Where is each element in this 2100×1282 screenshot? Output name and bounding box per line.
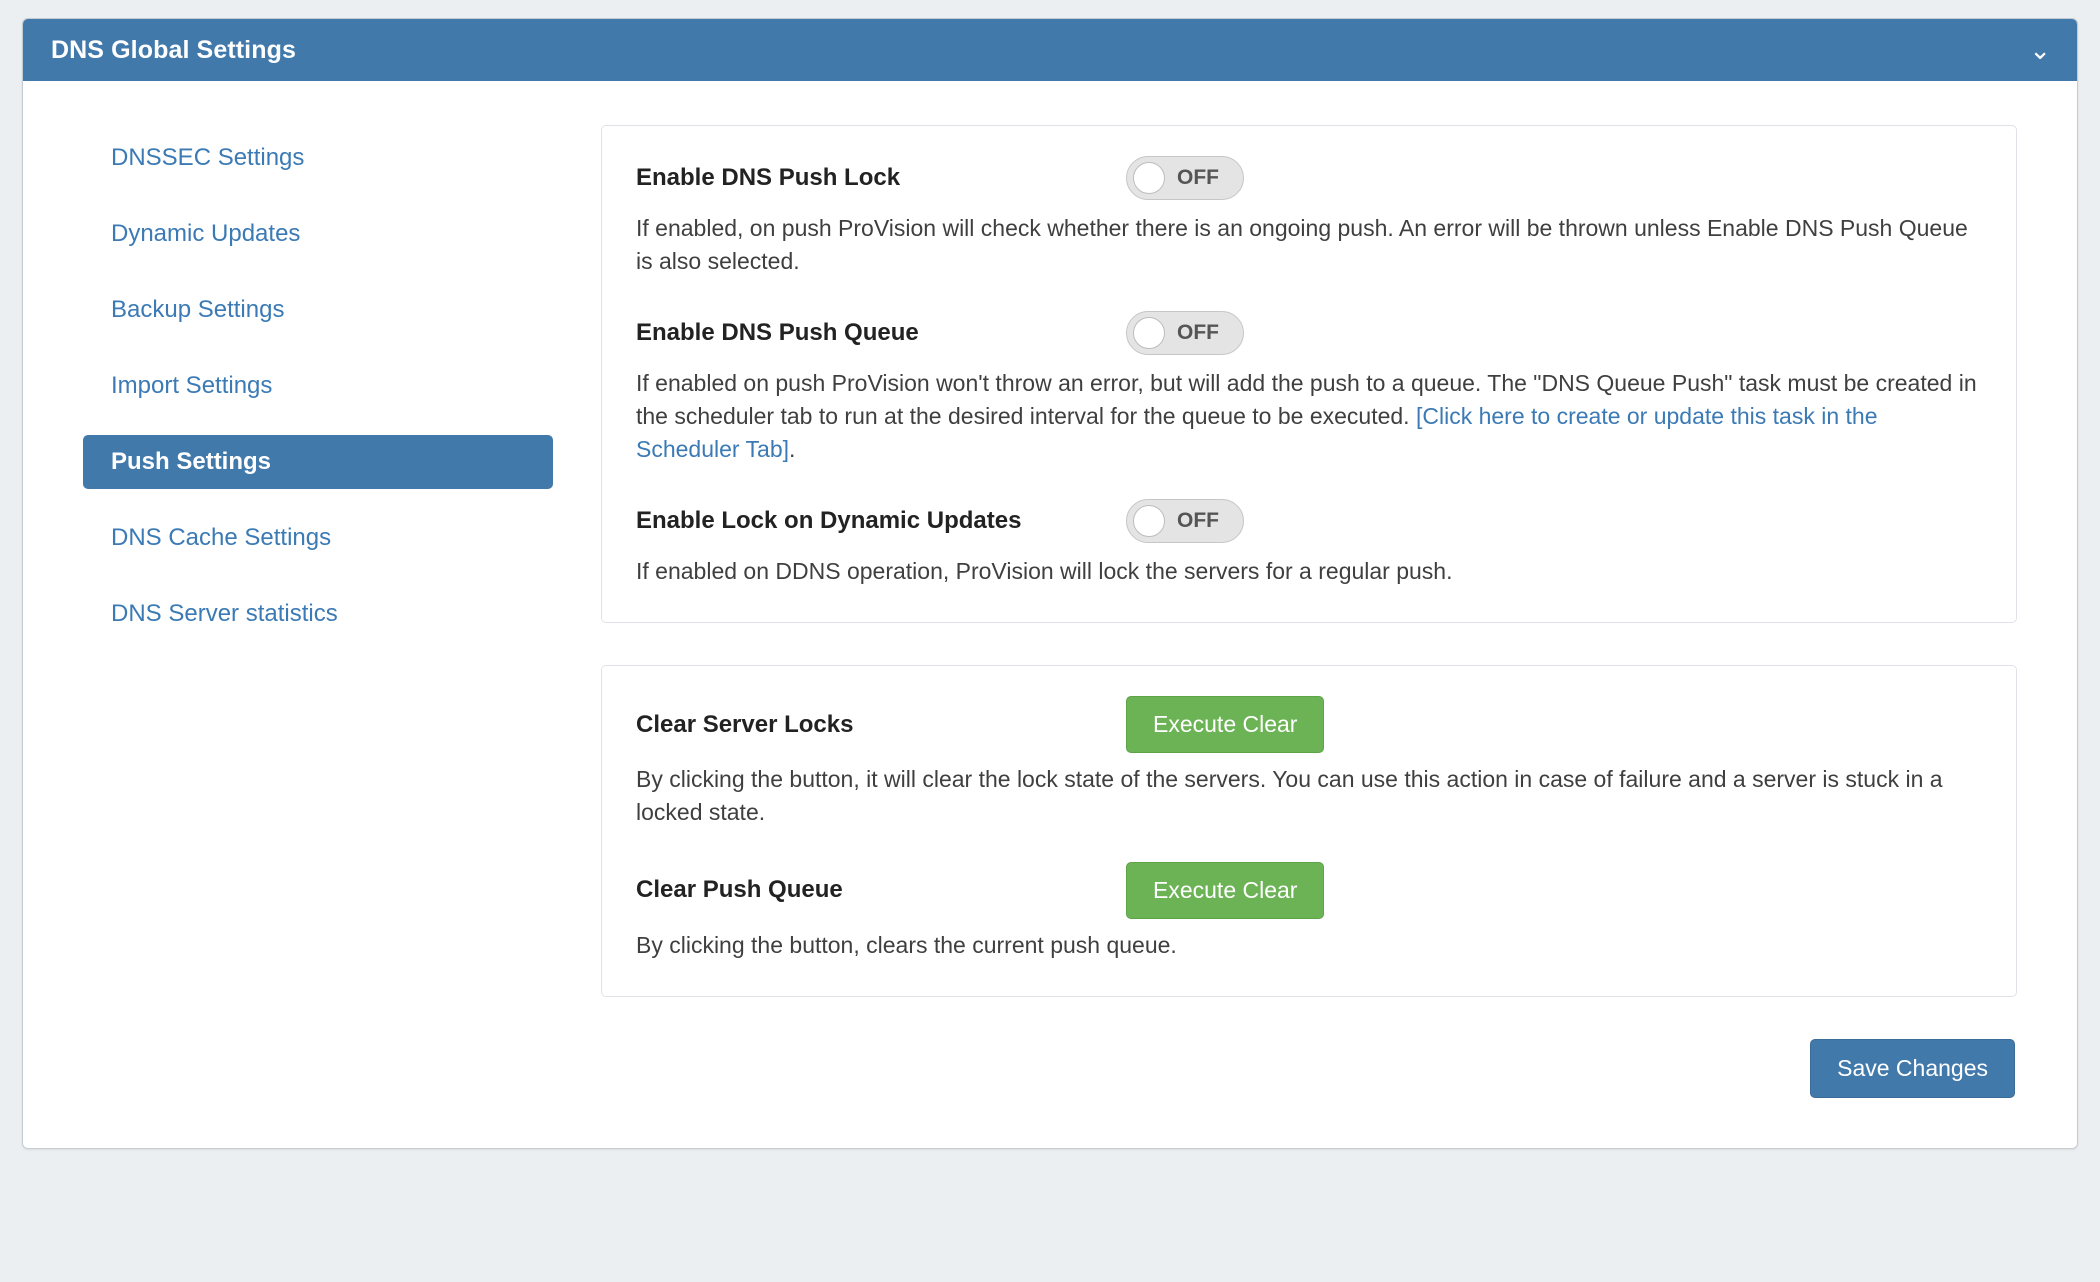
row-clear-push-queue xyxy=(636,862,1982,919)
save-changes-button[interactable]: Save Changes xyxy=(1810,1039,2015,1098)
sidebar-item-dnssec-settings[interactable]: DNSSEC Settings xyxy=(111,144,305,171)
toggle-state-enable-dns-push-lock: OFF xyxy=(1177,166,1219,189)
form-footer xyxy=(601,1039,2017,1098)
toggle-enable-dns-push-queue[interactable] xyxy=(1126,311,1244,355)
chevron-down-icon[interactable]: ⌄ xyxy=(2029,35,2051,65)
sidebar-item-dns-server-statistics[interactable]: DNS Server statistics xyxy=(111,600,338,627)
desc-clear-push-queue: By clicking the button, clears the current push queue. xyxy=(636,931,1177,958)
execute-clear-push-queue-button[interactable]: Execute Clear xyxy=(1126,862,1324,919)
desc-enable-dns-push-lock: If enabled, on push ProVision will check whether there is an ongoing push. An error will be thrown unless Enable DNS Push Queue is also selected. xyxy=(636,215,1968,275)
toggle-state-enable-dns-push-queue: OFF xyxy=(1177,320,1219,344)
row-enable-dns-push-lock xyxy=(636,156,1982,200)
scheduler-tab-link[interactable]: [Click here to create or update this task in the Scheduler Tab] xyxy=(636,403,1878,463)
sidebar-item-dynamic-updates[interactable]: Dynamic Updates xyxy=(111,220,301,247)
row-clear-server-locks xyxy=(636,696,1982,753)
row-enable-lock-on-dynamic-updates xyxy=(636,499,1982,543)
label-clear-push-queue: Clear Push Queue xyxy=(636,876,843,904)
clear-actions-card xyxy=(601,665,2017,997)
row-enable-dns-push-queue xyxy=(636,311,1982,355)
desc-enable-lock-on-dynamic-updates: If enabled on DDNS operation, ProVision will lock the servers for a regular push. xyxy=(636,557,1453,584)
toggle-knob-icon xyxy=(1133,162,1165,194)
label-clear-server-locks: Clear Server Locks xyxy=(636,710,854,738)
settings-sidebar xyxy=(83,125,553,1098)
toggle-enable-lock-on-dynamic-updates[interactable] xyxy=(1126,499,1244,543)
sidebar-item-import-settings[interactable]: Import Settings xyxy=(111,372,273,399)
desc-clear-server-locks: By clicking the button, it will clear the lock state of the servers. You can use this action in case of failure and a server is stuck in a locked state. xyxy=(636,766,1943,826)
toggle-knob-icon xyxy=(1133,505,1165,537)
push-toggles-card xyxy=(601,125,2017,623)
sidebar-item-push-settings[interactable]: Push Settings xyxy=(83,435,553,489)
sidebar-item-dns-cache-settings[interactable]: DNS Cache Settings xyxy=(111,524,332,551)
toggle-enable-dns-push-lock[interactable] xyxy=(1126,156,1244,200)
desc-text-part1: If enabled on push ProVision won't throw an error, but will add the push to a queue. The "DNS Queue Push" task must be created in the scheduler tab to run at the desired interval for the queue to be executed. xyxy=(636,369,1977,430)
execute-clear-server-locks-button[interactable]: Execute Clear xyxy=(1126,696,1324,753)
desc-enable-dns-push-queue xyxy=(636,367,1982,467)
desc-text-part2: . xyxy=(789,436,796,463)
label-enable-lock-on-dynamic-updates: Enable Lock on Dynamic Updates xyxy=(636,506,1022,534)
panel-body xyxy=(23,81,2077,1148)
toggle-state-enable-lock-on-dynamic-updates: OFF xyxy=(1177,508,1219,532)
dns-global-settings-panel xyxy=(22,18,2078,1149)
label-enable-dns-push-lock: Enable DNS Push Lock xyxy=(636,164,901,191)
toggle-knob-icon xyxy=(1133,317,1165,349)
settings-content xyxy=(553,125,2017,1098)
label-enable-dns-push-queue: Enable DNS Push Queue xyxy=(636,318,919,346)
sidebar-item-backup-settings[interactable]: Backup Settings xyxy=(111,296,285,323)
page-title: DNS Global Settings xyxy=(51,35,296,64)
panel-header xyxy=(23,19,2077,81)
